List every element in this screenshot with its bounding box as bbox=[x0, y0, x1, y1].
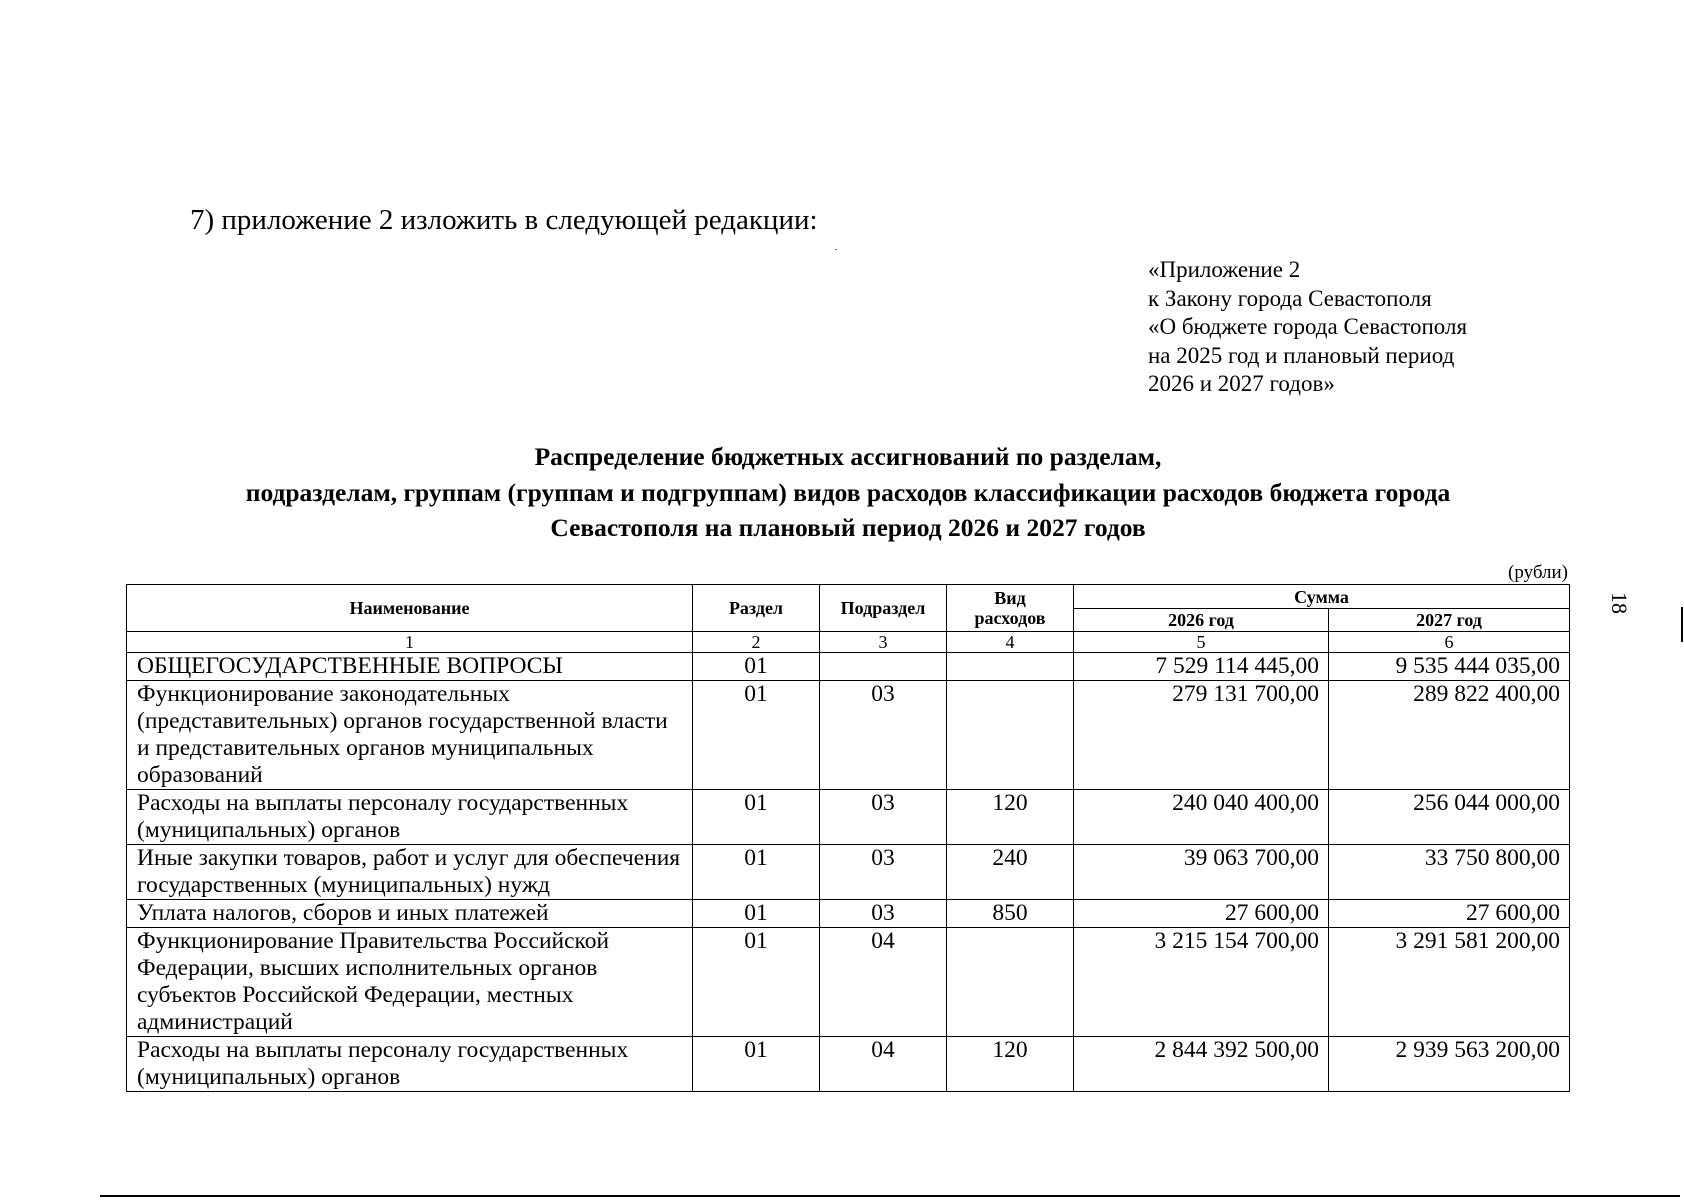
header-expense-type bbox=[947, 585, 1074, 632]
row-subsection: 04 bbox=[820, 1037, 947, 1092]
row-section: 01 bbox=[693, 1037, 820, 1092]
column-number: 2 bbox=[693, 632, 820, 653]
column-number-row bbox=[127, 632, 1570, 653]
appendix-line: «О бюджете города Севастополя bbox=[1148, 314, 1468, 339]
budget-table bbox=[126, 584, 1570, 1092]
row-name: Функционирование законодательных (представительных) органов государственной власти и представительных органов муниципальных образований bbox=[127, 681, 693, 790]
scan-speck bbox=[835, 249, 837, 250]
header-subsection: Подраздел bbox=[820, 585, 947, 632]
row-sum-2027: 27 600,00 bbox=[1329, 900, 1570, 928]
row-section: 01 bbox=[693, 928, 820, 1037]
column-number: 4 bbox=[947, 632, 1074, 653]
row-section: 01 bbox=[693, 653, 820, 681]
table-row bbox=[127, 928, 1570, 1037]
document-title bbox=[128, 439, 1568, 546]
row-section: 01 bbox=[693, 681, 820, 790]
table-row bbox=[127, 1037, 1570, 1092]
column-number: 3 bbox=[820, 632, 947, 653]
row-sum-2026: 39 063 700,00 bbox=[1074, 845, 1329, 900]
row-subsection: 03 bbox=[820, 681, 947, 790]
header-year-2027: 2027 год bbox=[1329, 609, 1570, 632]
row-subsection: 03 bbox=[820, 900, 947, 928]
row-sum-2026: 3 215 154 700,00 bbox=[1074, 928, 1329, 1037]
appendix-line: к Закону города Севастополя bbox=[1148, 285, 1432, 311]
column-number: 5 bbox=[1074, 632, 1329, 653]
row-expense-type: 850 bbox=[947, 900, 1074, 928]
row-name: Расходы на выплаты персоналу государственных (муниципальных) органов bbox=[127, 790, 693, 845]
title-line: Распределение бюджетных ассигнований по разделам, bbox=[534, 442, 1162, 471]
appendix-reference bbox=[1148, 256, 1467, 399]
row-expense-type: 240 bbox=[947, 845, 1074, 900]
row-section: 01 bbox=[693, 790, 820, 845]
table-row bbox=[127, 681, 1570, 790]
row-sum-2027: 289 822 400,00 bbox=[1329, 681, 1570, 790]
row-sum-2027: 2 939 563 200,00 bbox=[1329, 1037, 1570, 1092]
row-expense-type: 120 bbox=[947, 1037, 1074, 1092]
header-name: Наименование bbox=[127, 585, 693, 632]
table-row bbox=[127, 790, 1570, 845]
row-sum-2026: 240 040 400,00 bbox=[1074, 790, 1329, 845]
row-section: 01 bbox=[693, 900, 820, 928]
table-row bbox=[127, 653, 1570, 681]
page-number: 18 bbox=[1607, 592, 1632, 614]
table-row bbox=[127, 845, 1570, 900]
column-number: 1 bbox=[127, 632, 693, 653]
edge-mark bbox=[1681, 607, 1683, 642]
table-row bbox=[127, 900, 1570, 928]
row-name: ОБЩЕГОСУДАРСТВЕННЫЕ ВОПРОСЫ bbox=[127, 653, 693, 681]
row-sum-2027: 33 750 800,00 bbox=[1329, 845, 1570, 900]
row-sum-2026: 279 131 700,00 bbox=[1074, 681, 1329, 790]
column-number: 6 bbox=[1329, 632, 1570, 653]
appendix-line: «Приложение 2 bbox=[1148, 257, 1301, 282]
title-line: подразделам, группам (группам и подгруппам) видов расходов классификации расходов бюджета города bbox=[245, 477, 1451, 507]
row-expense-type bbox=[947, 653, 1074, 681]
header-expense-type-line2: расходов bbox=[974, 608, 1046, 628]
title-line: Севастополя на плановый период 2026 и 2027 годов bbox=[550, 513, 1146, 542]
row-name: Расходы на выплаты персоналу государственных (муниципальных) органов bbox=[127, 1037, 693, 1092]
header-expense-type-line1: Вид bbox=[994, 588, 1026, 608]
row-subsection: 03 bbox=[820, 790, 947, 845]
appendix-line: на 2025 год и плановый период bbox=[1148, 342, 1455, 368]
row-name: Иные закупки товаров, работ и услуг для обеспечения государственных (муниципальных) нужд bbox=[127, 845, 693, 900]
row-name: Функционирование Правительства Российской Федерации, высших исполнительных органов субъектов Российской Федерации, местных администраций bbox=[127, 928, 693, 1037]
row-sum-2027: 256 044 000,00 bbox=[1329, 790, 1570, 845]
bottom-rule bbox=[100, 1195, 1680, 1197]
row-subsection: 04 bbox=[820, 928, 947, 1037]
row-name: Уплата налогов, сборов и иных платежей bbox=[127, 900, 693, 928]
intro-instruction: 7) приложение 2 изложить в следующей редакции: bbox=[190, 204, 818, 236]
row-sum-2026: 2 844 392 500,00 bbox=[1074, 1037, 1329, 1092]
row-sum-2027: 3 291 581 200,00 bbox=[1329, 928, 1570, 1037]
row-expense-type: 120 bbox=[947, 790, 1074, 845]
row-subsection: 03 bbox=[820, 845, 947, 900]
appendix-line: 2026 и 2027 годов» bbox=[1148, 371, 1335, 396]
row-section: 01 bbox=[693, 845, 820, 900]
header-section: Раздел bbox=[693, 585, 820, 632]
row-expense-type bbox=[947, 681, 1074, 790]
row-sum-2026: 7 529 114 445,00 bbox=[1074, 653, 1329, 681]
header-sum: Сумма bbox=[1074, 585, 1570, 609]
row-subsection bbox=[820, 653, 947, 681]
header-year-2026: 2026 год bbox=[1074, 609, 1329, 632]
row-sum-2027: 9 535 444 035,00 bbox=[1329, 653, 1570, 681]
row-sum-2026: 27 600,00 bbox=[1074, 900, 1329, 928]
currency-unit: (рубли) bbox=[1508, 562, 1568, 583]
row-expense-type bbox=[947, 928, 1074, 1037]
